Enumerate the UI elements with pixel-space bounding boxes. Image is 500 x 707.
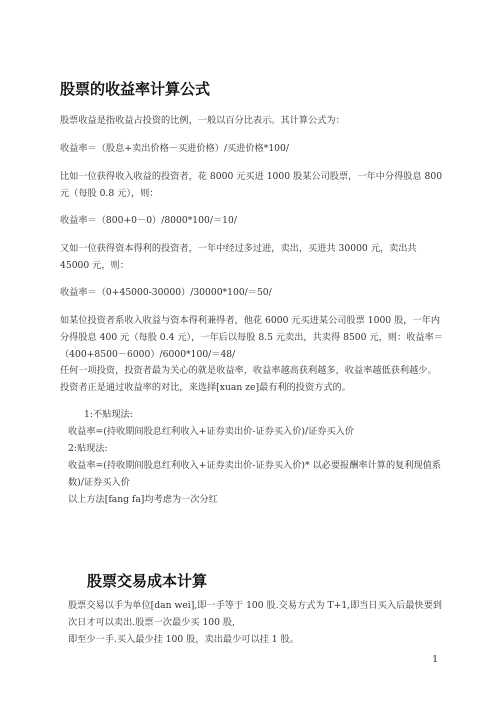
trading-paragraph-2: 即至少一手.买入最少挂 100 股，卖出最少可以挂 1 股。 — [68, 634, 299, 645]
method-note: 以上方法[fang fa]均考虑为一次分红 — [68, 494, 218, 505]
trading-paragraph-1: 股票交易以手为单位[dan wei],即一手等于 100 股.交易方式为 T+1,即当日买入后最快要到次日才可以卖出.股票一次最少买 100 股, — [68, 600, 442, 628]
page-number: 1 — [432, 655, 438, 665]
example-paragraph-2: 又如一位获得资本得利的投资者，一年中经过多过进，卖出，买进共 30000 元，卖出共 45000 元，则： — [60, 243, 417, 271]
method2-formula: 收益率=(持收期间股息红利收入+证券卖出价-证券买入价)* 以必要报酬率计算的复利现值系数)/证券买入价 — [68, 460, 442, 488]
calculation-line-2: 收益率＝（0+45000-30000）/30000*100/＝50/ — [60, 287, 272, 298]
calculation-line-1: 收益率＝（800+0－0）/8000*100/＝10/ — [60, 215, 237, 226]
summary-paragraph: 任何一项投资，投资者最为关心的就是收益率，收益率越高获利越多，收益率越低获利越少。投资者正是通过收益率的对比，来选择[xuan ze]最有利的投资方式的。 — [60, 365, 437, 393]
section-title-2: 股票交易成本计算 — [87, 572, 208, 590]
method1-formula: 收益率=(持收期间股息红利收入+证券卖出价-证券买入价)/证券买入价 — [68, 426, 355, 437]
method1-heading: 1:不贴现法: — [84, 409, 133, 420]
formula-line: 收益率＝（股息+卖出价格－买进价格）/买进价格*100/ — [60, 143, 289, 154]
section-title: 股票的收益率计算公式 — [60, 80, 211, 98]
example-paragraph-3: 如某位投资者系收入收益与资本得利兼得者，他花 6000 元买进某公司股票 1000 股，一年内分得股息 400 元（每股 0.4 元），一年后以每股 8.5 元卖出，共卖得 8500 元，则：收益率＝（400+8500－6000）/6000*100/＝48/ — [60, 315, 443, 360]
method2-heading: 2:贴现法: — [68, 443, 108, 454]
intro-paragraph: 股票收益是指收益占投资的比例，一般以百分比表示。其计算公式为： — [60, 115, 345, 126]
example-paragraph-1: 比如一位获得收入收益的投资者，花 8000 元买进 1000 股某公司股票，一年中分得股息 800 元（每股 0.8 元），则： — [60, 171, 443, 199]
